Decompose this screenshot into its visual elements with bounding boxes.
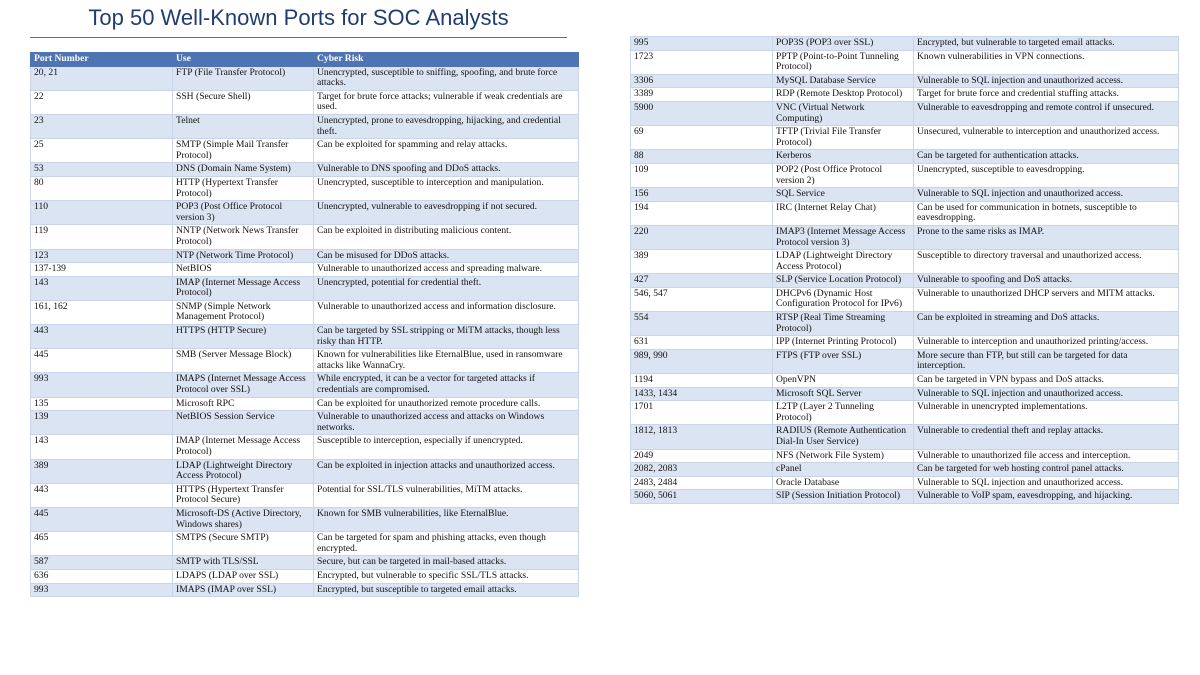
use-cell: RTSP (Real Time Streaming Protocol) bbox=[773, 312, 914, 336]
port-number-cell: 631 bbox=[631, 336, 773, 350]
port-number-cell: 137-139 bbox=[31, 263, 173, 277]
port-number-cell: 139 bbox=[31, 411, 173, 435]
cyber-risk-cell: Unencrypted, susceptible to eavesdropping. bbox=[914, 163, 1179, 187]
table-row bbox=[31, 225, 579, 249]
cyber-risk-cell: Vulnerable to unauthorized access and attacks on Windows networks. bbox=[314, 411, 579, 435]
table-row bbox=[31, 459, 579, 483]
use-cell: POP3S (POP3 over SSL) bbox=[773, 37, 914, 51]
cyber-risk-cell: Can be targeted for spam and phishing attacks, even though encrypted. bbox=[314, 532, 579, 556]
cyber-risk-cell: Unencrypted, prone to eavesdropping, hijacking, and credential theft. bbox=[314, 114, 579, 138]
use-cell: LDAPS (LDAP over SSL) bbox=[173, 569, 314, 583]
use-cell: Microsoft-DS (Active Directory, Windows shares) bbox=[173, 507, 314, 531]
table-row bbox=[631, 37, 1179, 51]
table-row bbox=[631, 150, 1179, 164]
cyber-risk-cell: Potential for SSL/TLS vulnerabilities, MiTM attacks. bbox=[314, 483, 579, 507]
port-number-cell: 445 bbox=[31, 349, 173, 373]
cyber-risk-cell: Known for SMB vulnerabilities, like EternalBlue. bbox=[314, 507, 579, 531]
use-cell: HTTPS (HTTP Secure) bbox=[173, 325, 314, 349]
use-cell: IRC (Internet Relay Chat) bbox=[773, 201, 914, 225]
table-row bbox=[31, 411, 579, 435]
table-row bbox=[631, 490, 1179, 504]
header-use: Use bbox=[173, 53, 314, 67]
table-row bbox=[31, 263, 579, 277]
port-number-cell: 69 bbox=[631, 126, 773, 150]
use-cell: SQL Service bbox=[773, 188, 914, 202]
port-number-cell: 2082, 2083 bbox=[631, 463, 773, 477]
port-number-cell: 135 bbox=[31, 397, 173, 411]
use-cell: IMAPS (IMAP over SSL) bbox=[173, 583, 314, 597]
port-number-cell: 443 bbox=[31, 483, 173, 507]
cyber-risk-cell: Encrypted, but vulnerable to specific SSL/TLS attacks. bbox=[314, 569, 579, 583]
table-row bbox=[631, 287, 1179, 311]
cyber-risk-cell: Vulnerable to unauthorized file access and interception. bbox=[914, 449, 1179, 463]
use-cell: MySQL Database Service bbox=[773, 74, 914, 88]
port-number-cell: 989, 990 bbox=[631, 349, 773, 373]
cyber-risk-cell: Known for vulnerabilities like EternalBlue, used in ransomware attacks like WannaCry. bbox=[314, 349, 579, 373]
cyber-risk-cell: Susceptible to directory traversal and unauthorized access. bbox=[914, 250, 1179, 274]
table-row bbox=[31, 201, 579, 225]
table-row bbox=[631, 88, 1179, 102]
cyber-risk-cell: Can be exploited in streaming and DoS attacks. bbox=[914, 312, 1179, 336]
cyber-risk-cell: Target for brute force attacks; vulnerable if weak credentials are used. bbox=[314, 90, 579, 114]
cyber-risk-cell: Susceptible to interception, especially if unencrypted. bbox=[314, 435, 579, 459]
use-cell: VNC (Virtual Network Computing) bbox=[773, 101, 914, 125]
use-cell: OpenVPN bbox=[773, 374, 914, 388]
table-row bbox=[631, 201, 1179, 225]
table-row bbox=[631, 449, 1179, 463]
port-number-cell: 1701 bbox=[631, 401, 773, 425]
header-port-number: Port Number bbox=[31, 53, 173, 67]
port-number-cell: 587 bbox=[31, 556, 173, 570]
port-number-cell: 143 bbox=[31, 435, 173, 459]
table-row bbox=[31, 397, 579, 411]
port-number-cell: 194 bbox=[631, 201, 773, 225]
use-cell: HTTP (Hypertext Transfer Protocol) bbox=[173, 176, 314, 200]
table-row bbox=[631, 188, 1179, 202]
use-cell: TFTP (Trivial File Transfer Protocol) bbox=[773, 126, 914, 150]
table-row bbox=[31, 300, 579, 324]
title-divider bbox=[30, 37, 567, 38]
use-cell: POP2 (Post Office Protocol version 2) bbox=[773, 163, 914, 187]
use-cell: SMTP with TLS/SSL bbox=[173, 556, 314, 570]
cyber-risk-cell: Vulnerable to spoofing and DoS attacks. bbox=[914, 274, 1179, 288]
cyber-risk-cell: Vulnerable to eavesdropping and remote control if unsecured. bbox=[914, 101, 1179, 125]
ports-table-right bbox=[630, 36, 1179, 504]
cyber-risk-cell: Unsecured, vulnerable to interception and unauthorized access. bbox=[914, 126, 1179, 150]
use-cell: IMAP3 (Internet Message Access Protocol version 3) bbox=[773, 225, 914, 249]
use-cell: L2TP (Layer 2 Tunneling Protocol) bbox=[773, 401, 914, 425]
table-row bbox=[31, 325, 579, 349]
port-number-cell: 1194 bbox=[631, 374, 773, 388]
table-row bbox=[31, 556, 579, 570]
cyber-risk-cell: Can be targeted for authentication attacks. bbox=[914, 150, 1179, 164]
cyber-risk-cell: Prone to the same risks as IMAP. bbox=[914, 225, 1179, 249]
cyber-risk-cell: Secure, but can be targeted in mail-based attacks. bbox=[314, 556, 579, 570]
table-row bbox=[631, 425, 1179, 449]
port-number-cell: 995 bbox=[631, 37, 773, 51]
port-number-cell: 3306 bbox=[631, 74, 773, 88]
table-row bbox=[631, 274, 1179, 288]
cyber-risk-cell: Vulnerable to credential theft and replay attacks. bbox=[914, 425, 1179, 449]
use-cell: SNMP (Simple Network Management Protocol) bbox=[173, 300, 314, 324]
port-number-cell: 23 bbox=[31, 114, 173, 138]
table-row bbox=[31, 435, 579, 459]
use-cell: RADIUS (Remote Authentication Dial-In User Service) bbox=[773, 425, 914, 449]
port-number-cell: 443 bbox=[31, 325, 173, 349]
table-row bbox=[631, 50, 1179, 74]
table-row bbox=[31, 90, 579, 114]
port-number-cell: 110 bbox=[31, 201, 173, 225]
port-number-cell: 2049 bbox=[631, 449, 773, 463]
cyber-risk-cell: Unencrypted, vulnerable to eavesdropping if not secured. bbox=[314, 201, 579, 225]
cyber-risk-cell: Vulnerable to SQL injection and unauthorized access. bbox=[914, 476, 1179, 490]
cyber-risk-cell: Unencrypted, susceptible to interception and manipulation. bbox=[314, 176, 579, 200]
use-cell: cPanel bbox=[773, 463, 914, 477]
table-row bbox=[631, 349, 1179, 373]
use-cell: IMAPS (Internet Message Access Protocol over SSL) bbox=[173, 373, 314, 397]
port-number-cell: 3389 bbox=[631, 88, 773, 102]
cyber-risk-cell: Unencrypted, susceptible to sniffing, spoofing, and brute force attacks. bbox=[314, 66, 579, 90]
cyber-risk-cell: Encrypted, but susceptible to targeted email attacks. bbox=[314, 583, 579, 597]
table-row bbox=[31, 139, 579, 163]
table-row bbox=[631, 163, 1179, 187]
cyber-risk-cell: Unencrypted, potential for credential theft. bbox=[314, 276, 579, 300]
use-cell: IPP (Internet Printing Protocol) bbox=[773, 336, 914, 350]
table-row bbox=[31, 483, 579, 507]
table-row bbox=[31, 276, 579, 300]
port-number-cell: 1433, 1434 bbox=[631, 387, 773, 401]
port-number-cell: 554 bbox=[631, 312, 773, 336]
use-cell: LDAP (Lightweight Directory Access Protocol) bbox=[773, 250, 914, 274]
table-header-row bbox=[31, 53, 579, 67]
port-number-cell: 22 bbox=[31, 90, 173, 114]
cyber-risk-cell: Known vulnerabilities in VPN connections. bbox=[914, 50, 1179, 74]
use-cell: SMB (Server Message Block) bbox=[173, 349, 314, 373]
port-number-cell: 2483, 2484 bbox=[631, 476, 773, 490]
cyber-risk-cell: More secure than FTP, but still can be targeted for data interception. bbox=[914, 349, 1179, 373]
cyber-risk-cell: Can be misused for DDoS attacks. bbox=[314, 249, 579, 263]
use-cell: SIP (Session Initiation Protocol) bbox=[773, 490, 914, 504]
port-number-cell: 389 bbox=[31, 459, 173, 483]
cyber-risk-cell: Vulnerable in unencrypted implementations. bbox=[914, 401, 1179, 425]
port-number-cell: 445 bbox=[31, 507, 173, 531]
table-row bbox=[31, 163, 579, 177]
ports-table-left-body bbox=[31, 66, 579, 597]
use-cell: IMAP (Internet Message Access Protocol) bbox=[173, 276, 314, 300]
cyber-risk-cell: Can be exploited in injection attacks and unauthorized access. bbox=[314, 459, 579, 483]
table-row bbox=[631, 250, 1179, 274]
use-cell: Kerberos bbox=[773, 150, 914, 164]
port-number-cell: 119 bbox=[31, 225, 173, 249]
table-row bbox=[631, 336, 1179, 350]
port-number-cell: 5060, 5061 bbox=[631, 490, 773, 504]
use-cell: HTTPS (Hypertext Transfer Protocol Secure) bbox=[173, 483, 314, 507]
port-number-cell: 1812, 1813 bbox=[631, 425, 773, 449]
use-cell: POP3 (Post Office Protocol version 3) bbox=[173, 201, 314, 225]
port-number-cell: 546, 547 bbox=[631, 287, 773, 311]
use-cell: NFS (Network File System) bbox=[773, 449, 914, 463]
port-number-cell: 5900 bbox=[631, 101, 773, 125]
port-number-cell: 53 bbox=[31, 163, 173, 177]
table-row bbox=[31, 532, 579, 556]
table-row bbox=[631, 401, 1179, 425]
use-cell: NTP (Network Time Protocol) bbox=[173, 249, 314, 263]
cyber-risk-cell: Can be exploited for unauthorized remote procedure calls. bbox=[314, 397, 579, 411]
table-row bbox=[31, 569, 579, 583]
table-row bbox=[631, 126, 1179, 150]
port-number-cell: 88 bbox=[631, 150, 773, 164]
header-cyber-risk: Cyber Risk bbox=[314, 53, 579, 67]
use-cell: PPTP (Point-to-Point Tunneling Protocol) bbox=[773, 50, 914, 74]
ports-table-left bbox=[30, 52, 579, 597]
port-number-cell: 80 bbox=[31, 176, 173, 200]
table-row bbox=[31, 507, 579, 531]
cyber-risk-cell: Vulnerable to unauthorized access and information disclosure. bbox=[314, 300, 579, 324]
table-row bbox=[631, 463, 1179, 477]
cyber-risk-cell: Encrypted, but vulnerable to targeted email attacks. bbox=[914, 37, 1179, 51]
port-number-cell: 220 bbox=[631, 225, 773, 249]
use-cell: NetBIOS bbox=[173, 263, 314, 277]
cyber-risk-cell: While encrypted, it can be a vector for targeted attacks if credentials are compromised. bbox=[314, 373, 579, 397]
table-row bbox=[631, 387, 1179, 401]
use-cell: SMTP (Simple Mail Transfer Protocol) bbox=[173, 139, 314, 163]
cyber-risk-cell: Vulnerable to DNS spoofing and DDoS attacks. bbox=[314, 163, 579, 177]
table-row bbox=[631, 476, 1179, 490]
table-row bbox=[631, 225, 1179, 249]
table-row bbox=[31, 583, 579, 597]
use-cell: SSH (Secure Shell) bbox=[173, 90, 314, 114]
port-number-cell: 389 bbox=[631, 250, 773, 274]
port-number-cell: 20, 21 bbox=[31, 66, 173, 90]
use-cell: Telnet bbox=[173, 114, 314, 138]
cyber-risk-cell: Can be exploited in distributing malicious content. bbox=[314, 225, 579, 249]
port-number-cell: 25 bbox=[31, 139, 173, 163]
use-cell: SMTPS (Secure SMTP) bbox=[173, 532, 314, 556]
use-cell: FTP (File Transfer Protocol) bbox=[173, 66, 314, 90]
port-number-cell: 993 bbox=[31, 373, 173, 397]
port-number-cell: 156 bbox=[631, 188, 773, 202]
page-title: Top 50 Well-Known Ports for SOC Analysts bbox=[88, 5, 509, 30]
cyber-risk-cell: Can be used for communication in botnets, susceptible to eavesdropping. bbox=[914, 201, 1179, 225]
use-cell: Microsoft SQL Server bbox=[773, 387, 914, 401]
table-row bbox=[31, 373, 579, 397]
use-cell: DHCPv6 (Dynamic Host Configuration Protocol for IPv6) bbox=[773, 287, 914, 311]
table-row bbox=[631, 101, 1179, 125]
cyber-risk-cell: Vulnerable to VoIP spam, eavesdropping, and hijacking. bbox=[914, 490, 1179, 504]
table-row bbox=[31, 349, 579, 373]
cyber-risk-cell: Vulnerable to unauthorized DHCP servers and MITM attacks. bbox=[914, 287, 1179, 311]
port-number-cell: 993 bbox=[31, 583, 173, 597]
cyber-risk-cell: Can be targeted by SSL stripping or MiTM attacks, though less risky than HTTP. bbox=[314, 325, 579, 349]
port-number-cell: 427 bbox=[631, 274, 773, 288]
port-number-cell: 1723 bbox=[631, 50, 773, 74]
cyber-risk-cell: Vulnerable to SQL injection and unauthorized access. bbox=[914, 74, 1179, 88]
port-number-cell: 465 bbox=[31, 532, 173, 556]
use-cell: NetBIOS Session Service bbox=[173, 411, 314, 435]
use-cell: LDAP (Lightweight Directory Access Protocol) bbox=[173, 459, 314, 483]
cyber-risk-cell: Vulnerable to unauthorized access and spreading malware. bbox=[314, 263, 579, 277]
use-cell: Microsoft RPC bbox=[173, 397, 314, 411]
use-cell: DNS (Domain Name System) bbox=[173, 163, 314, 177]
port-number-cell: 143 bbox=[31, 276, 173, 300]
port-number-cell: 161, 162 bbox=[31, 300, 173, 324]
cyber-risk-cell: Vulnerable to SQL injection and unauthorized access. bbox=[914, 188, 1179, 202]
table-row bbox=[31, 176, 579, 200]
use-cell: RDP (Remote Desktop Protocol) bbox=[773, 88, 914, 102]
cyber-risk-cell: Vulnerable to interception and unauthorized printing/access. bbox=[914, 336, 1179, 350]
table-row bbox=[31, 66, 579, 90]
use-cell: FTPS (FTP over SSL) bbox=[773, 349, 914, 373]
port-number-cell: 123 bbox=[31, 249, 173, 263]
cyber-risk-cell: Can be exploited for spamming and relay attacks. bbox=[314, 139, 579, 163]
table-row bbox=[631, 74, 1179, 88]
use-cell: NNTP (Network News Transfer Protocol) bbox=[173, 225, 314, 249]
port-number-cell: 109 bbox=[631, 163, 773, 187]
cyber-risk-cell: Can be targeted for web hosting control panel attacks. bbox=[914, 463, 1179, 477]
use-cell: IMAP (Internet Message Access Protocol) bbox=[173, 435, 314, 459]
cyber-risk-cell: Target for brute force and credential stuffing attacks. bbox=[914, 88, 1179, 102]
port-number-cell: 636 bbox=[31, 569, 173, 583]
table-row bbox=[631, 312, 1179, 336]
ports-table-right-body bbox=[631, 37, 1179, 504]
use-cell: Oracle Database bbox=[773, 476, 914, 490]
cyber-risk-cell: Can be targeted in VPN bypass and DoS attacks. bbox=[914, 374, 1179, 388]
use-cell: SLP (Service Location Protocol) bbox=[773, 274, 914, 288]
table-row bbox=[31, 249, 579, 263]
table-row bbox=[31, 114, 579, 138]
table-row bbox=[631, 374, 1179, 388]
cyber-risk-cell: Vulnerable to SQL injection and unauthorized access. bbox=[914, 387, 1179, 401]
